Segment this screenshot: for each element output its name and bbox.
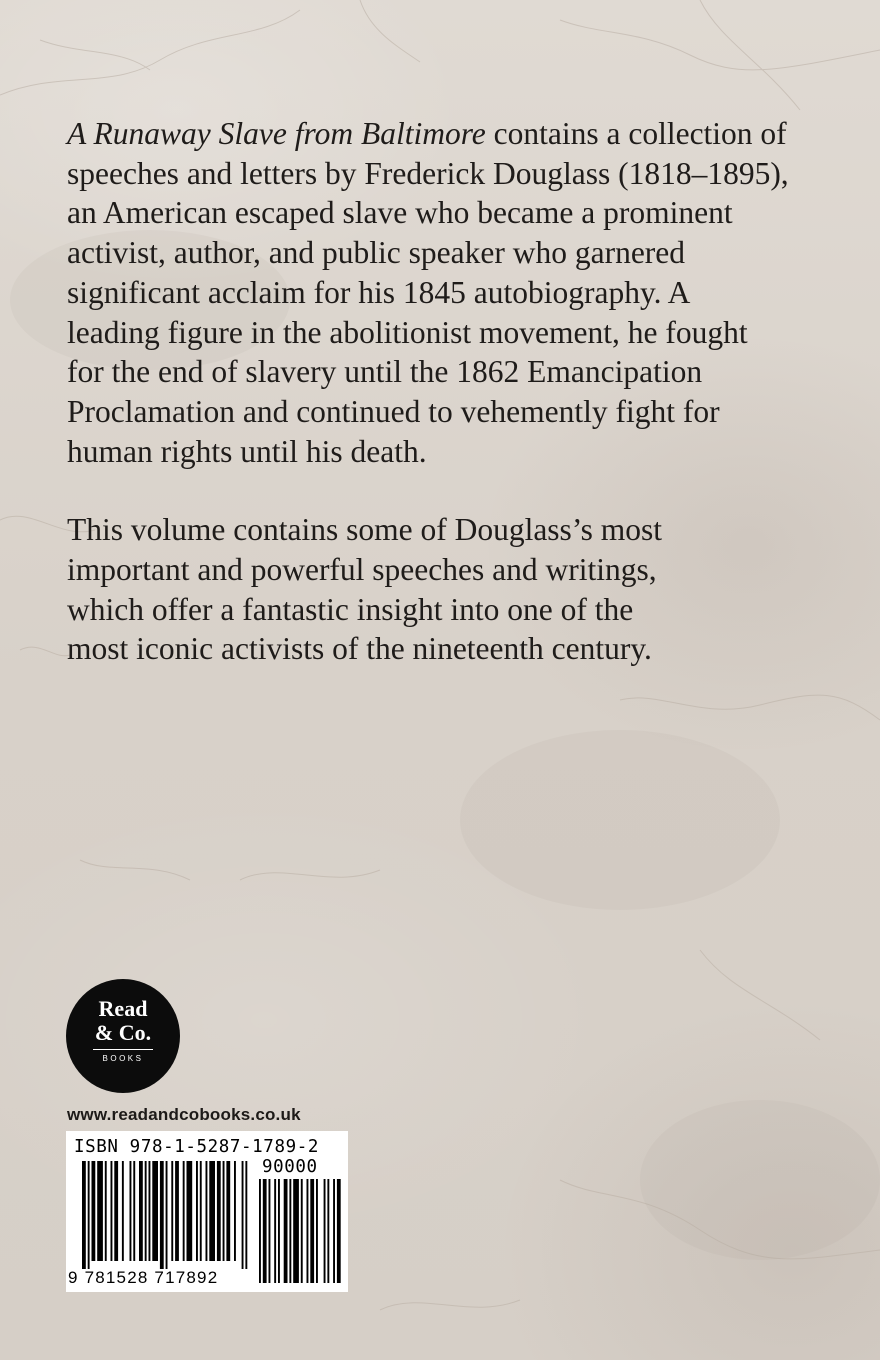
barcode-bar xyxy=(259,1179,261,1283)
book-title-italic: A Runaway Slave from Baltimore xyxy=(67,116,486,151)
barcode-bar xyxy=(269,1179,271,1283)
barcode-bar xyxy=(324,1179,326,1283)
publisher-logo xyxy=(66,979,180,1093)
barcode-bar xyxy=(171,1161,173,1261)
barcode-bar xyxy=(274,1179,276,1283)
barcode-bar xyxy=(245,1161,247,1269)
barcode-bar xyxy=(316,1179,318,1283)
barcode-bar xyxy=(122,1161,124,1261)
blurb-p1-line-8: Proclamation and continued to vehemently fight for xyxy=(67,393,720,429)
blurb-p1-line-3: an American escaped slave who became a prominent xyxy=(67,195,733,231)
barcode-bar xyxy=(333,1179,335,1283)
barcode-bar xyxy=(217,1161,221,1261)
barcode-bar xyxy=(111,1161,113,1261)
barcode-bar xyxy=(242,1161,244,1269)
logo-line-books: BOOKS xyxy=(102,1054,144,1063)
blurb-paragraph-1 xyxy=(67,114,847,471)
barcode-bar xyxy=(183,1161,185,1261)
logo-divider xyxy=(93,1049,153,1050)
isbn-barcode xyxy=(66,1131,348,1292)
barcode-bar xyxy=(284,1179,288,1283)
blurb-p1-line-5: significant acclaim for his 1845 autobiography. A xyxy=(67,274,691,310)
barcode-bar xyxy=(175,1161,179,1261)
blurb-p1-line-2: speeches and letters by Frederick Douglass (1818–1895), xyxy=(67,155,789,191)
isbn-label: ISBN 978-1-5287-1789-2 xyxy=(74,1137,319,1157)
barcode-bar xyxy=(234,1161,236,1261)
publisher-website: www.readandcobooks.co.uk xyxy=(67,1105,301,1124)
blurb-p1-line-4: activist, author, and public speaker who garnered xyxy=(67,235,686,271)
back-cover-blurb xyxy=(67,114,847,669)
barcode-bar xyxy=(223,1161,225,1261)
blurb-p1-line-1: contains a collection of xyxy=(485,116,787,151)
barcode-bar xyxy=(152,1161,158,1261)
barcode-bar xyxy=(133,1161,135,1261)
barcode-bar xyxy=(149,1161,151,1261)
blurb-p1-line-9: human rights until his death. xyxy=(67,433,427,469)
barcode-bar xyxy=(289,1179,291,1283)
barcode-bar xyxy=(97,1161,103,1261)
barcode-bar xyxy=(278,1179,280,1283)
barcode-bar xyxy=(92,1161,96,1261)
barcode-bar xyxy=(82,1161,86,1269)
barcode-bar xyxy=(209,1161,215,1261)
blurb-p1-line-6: leading figure in the abolitionist movement, he fought xyxy=(67,314,748,350)
barcode-bar xyxy=(160,1161,164,1269)
barcode-bar xyxy=(200,1161,202,1261)
barcode-bar xyxy=(130,1161,132,1261)
ean-digits: 9 781528 717892 xyxy=(68,1268,219,1287)
blurb-p2-line-4: most iconic activists of the nineteenth century. xyxy=(67,631,652,667)
barcode-bar xyxy=(263,1179,267,1283)
barcode-bar xyxy=(226,1161,230,1261)
barcode-bar xyxy=(206,1161,208,1261)
barcode-bar xyxy=(88,1161,90,1269)
blurb-p2-line-3: which offer a fantastic insight into one of the xyxy=(67,591,634,627)
barcode-bar xyxy=(196,1161,198,1261)
barcode-bar xyxy=(139,1161,143,1261)
logo-line-co: & Co. xyxy=(94,1020,152,1045)
barcode-bar xyxy=(310,1179,314,1283)
barcode-bar xyxy=(307,1179,309,1283)
blurb-p2-line-1: This volume contains some of Douglass’s most xyxy=(67,512,662,548)
barcode-bar xyxy=(105,1161,107,1261)
barcode-bar xyxy=(301,1179,303,1283)
logo-line-read: Read xyxy=(98,996,148,1021)
barcode-bar xyxy=(166,1161,168,1269)
barcode-bar xyxy=(327,1179,329,1283)
blurb-p2-line-2: important and powerful speeches and writings, xyxy=(67,552,657,588)
blurb-paragraph-2 xyxy=(67,510,847,669)
barcode-bar xyxy=(145,1161,147,1261)
blurb-p1-line-7: for the end of slavery until the 1862 Emancipation xyxy=(67,354,703,390)
barcode-bar xyxy=(337,1179,341,1283)
barcode-bar xyxy=(187,1161,193,1261)
barcode-bar xyxy=(114,1161,118,1261)
barcode-addon-price: 90000 xyxy=(262,1157,318,1177)
barcode-bar xyxy=(293,1179,299,1283)
